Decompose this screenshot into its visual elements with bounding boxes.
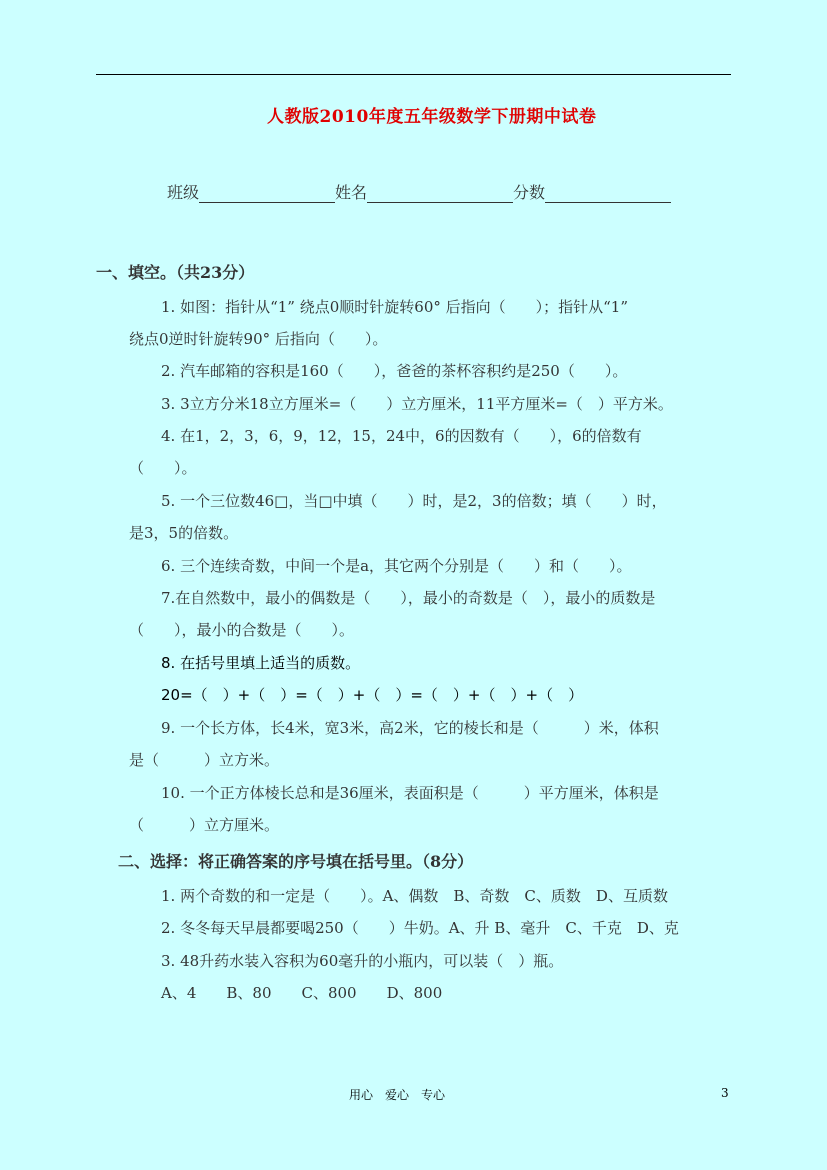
name-field[interactable] bbox=[367, 185, 513, 203]
choice-q1: 1. 两个奇数的和一定是（ ）。A、偶数 B、奇数 C、质数 D、互质数 bbox=[161, 887, 668, 905]
q4-line1: 4. 在1，2，3，6，9，12，15，24中，6的因数有（ ），6的倍数有 bbox=[161, 427, 642, 445]
choice-q3: 3. 48升药水装入容积为60毫升的小瓶内，可以装（ ）瓶。 bbox=[161, 952, 564, 970]
page-number: 3 bbox=[721, 1086, 729, 1100]
q7-line2: （ ），最小的合数是（ ）。 bbox=[129, 621, 355, 639]
q6-line: 6. 三个连续奇数，中间一个是a，其它两个分别是（ ）和（ ）。 bbox=[161, 557, 632, 575]
q8-line2: 20=（ ）+（ ）=（ ）+（ ）=（ ）+（ ）+（ ） bbox=[161, 686, 584, 704]
q5-line2: 是3，5的倍数。 bbox=[129, 524, 239, 542]
q9-line2: 是（ ）立方米。 bbox=[129, 751, 280, 769]
q8-line1: 8. 在括号里填上适当的质数。 bbox=[161, 654, 361, 672]
q7-line1: 7.在自然数中，最小的偶数是（ ），最小的奇数是（ ），最小的质数是 bbox=[161, 589, 656, 607]
footer-motto: 用心 爱心 专心 bbox=[349, 1088, 446, 1102]
q2-line: 2. 汽车邮箱的容积是160（ ），爸爸的茶杯容积约是250（ ）。 bbox=[161, 362, 628, 380]
q1-line1: 1. 如图：指针从“1” 绕点0顺时针旋转60° 后指向（ ）；指针从“1” bbox=[161, 298, 629, 316]
class-label: 班级 bbox=[167, 183, 200, 202]
q4-line2: （ ）。 bbox=[129, 459, 197, 477]
exam-title: 人教版2010年度五年级数学下册期中试卷 bbox=[267, 107, 597, 127]
choice-q2: 2. 冬冬每天早晨都要喝250（ ）牛奶。A、升 B、毫升 C、千克 D、克 bbox=[161, 919, 679, 937]
section2-heading: 二、选择：将正确答案的序号填在括号里。（8分） bbox=[118, 852, 474, 871]
class-field[interactable] bbox=[199, 185, 335, 203]
student-info-row bbox=[167, 180, 671, 203]
q3-line: 3. 3立方分米18立方厘米=（ ）立方厘米，11平方厘米=（ ）平方米。 bbox=[161, 395, 673, 413]
q10-line1: 10. 一个正方体棱长总和是36厘米，表面积是（ ）平方厘米，体积是 bbox=[161, 784, 659, 802]
header-rule bbox=[96, 74, 731, 75]
section1-heading: 一、填空。（共23分） bbox=[96, 263, 255, 282]
name-label: 姓名 bbox=[335, 183, 368, 202]
q10-line2: （ ）立方厘米。 bbox=[129, 816, 280, 834]
choice-q3-options: A、4 B、80 C、800 D、800 bbox=[161, 984, 443, 1002]
score-field[interactable] bbox=[545, 185, 671, 203]
q5-line1: 5. 一个三位数46□，当□中填（ ）时，是2，3的倍数；填（ ）时， bbox=[161, 492, 667, 510]
score-label: 分数 bbox=[513, 183, 546, 202]
q1-line2: 绕点0逆时针旋转90° 后指向（ ）。 bbox=[129, 330, 388, 348]
q9-line1: 9. 一个长方体，长4米，宽3米，高2米，它的棱长和是（ ）米，体积 bbox=[161, 719, 659, 737]
